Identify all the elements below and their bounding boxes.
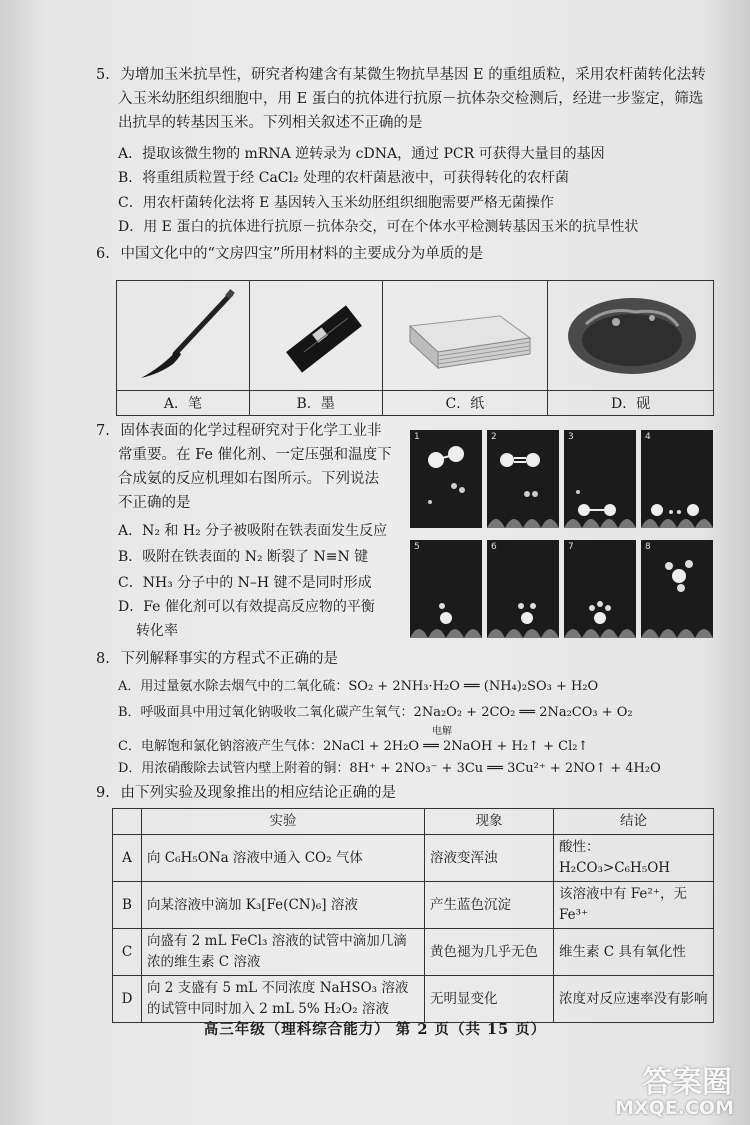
question-number: 6. [96, 246, 110, 262]
question-8 [96, 648, 726, 670]
label-d: D．砚 [548, 391, 714, 416]
question-5 [96, 64, 726, 86]
option-d: D．用 E 蛋白的抗体进行抗原－抗体杂交，可在个体水平检测转基因玉米的抗旱性状 [118, 219, 639, 235]
option-c: C．用农杆菌转化法将 E 基因转入玉米幼胚组织细胞需要严格无菌操作 [118, 195, 554, 211]
option-c: C．电解饱和氯化钠溶液产生气体：2NaCl + 2H₂O ══ 2NaOH + H₂↑ + Cl₂↑ [118, 739, 589, 754]
column-header: 结论 [554, 809, 714, 835]
question-9 [96, 782, 726, 804]
panel-3: 3 [564, 430, 636, 528]
question-number: 8. [96, 651, 110, 667]
question-5-line2: 入玉米幼胚组织细胞中，用 E 蛋白的抗体进行抗原－抗体杂交检测后，经进一步鉴定，筛选 [118, 91, 704, 107]
table-row: D 向 2 支盛有 5 mL 不同浓度 NaHSO₃ 溶液的试管中同时加入 2 mL 5% H₂O₂ 溶液 无明显变化 浓度对反应速率没有影响 [113, 976, 714, 1023]
column-header: 实验 [142, 809, 425, 835]
image-options-table [116, 280, 714, 416]
table-header [113, 809, 714, 835]
option-a: A．用过量氨水除去烟气中的二氧化硫：SO₂ + 2NH₃·H₂O ══ (NH₄)₂SO₃ + H₂O [118, 679, 599, 694]
label-a: A．笔 [117, 391, 250, 416]
molecule-icon [410, 430, 482, 528]
question-text: 下列解释事实的方程式不正确的是 [120, 651, 338, 667]
question-text: 由下列实验及现象推出的相应结论正确的是 [120, 785, 396, 801]
option-a: A．提取该微生物的 mRNA 逆转录为 cDNA，通过 PCR 可获得大量目的基因 [118, 146, 605, 162]
option-a: A．N₂ 和 H₂ 分子被吸附在铁表面发生反应 [118, 523, 388, 539]
panel-2: 2 [487, 430, 559, 528]
question-7-line4: 不正确的是 [118, 495, 191, 511]
option-b: B．吸附在铁表面的 N₂ 断裂了 N≡N 键 [118, 549, 369, 565]
table-row: A 向 C₆H₅ONa 溶液中通入 CO₂ 气体 溶液变浑浊 酸性：H₂CO₃>C₆H₅OH [113, 835, 714, 882]
label-c: C．纸 [382, 391, 548, 416]
question-text: 固体表面的化学过程研究对于化学工业非 [120, 423, 382, 439]
question-text: 为增加玉米抗旱性，研究者构建含有某微生物抗旱基因 E 的重组质粒，采用农杆菌转化法转 [120, 67, 706, 83]
question-text: 中国文化中的“文房四宝”所用材料的主要成分为单质的是 [120, 246, 484, 262]
panel-5: 5 [410, 540, 482, 638]
question-7-line2: 常重要。在 Fe 催化剂、一定压强和温度下 [118, 447, 392, 463]
option-c: C．NH₃ 分子中的 N–H 键不是同时形成 [118, 575, 372, 591]
option-d: D．Fe 催化剂可以有效提高反应物的平衡 [118, 599, 375, 615]
table-row: C 向盛有 2 mL FeCl₃ 溶液的试管中滴加几滴浓的维生素 C 溶液 黄色褪为几乎无色 维生素 C 具有氧化性 [113, 929, 714, 976]
panel-7: 7 [564, 540, 636, 638]
question-number: 5. [96, 67, 110, 83]
question-6 [96, 243, 726, 265]
option-b: B．呼吸面具中用过氧化钠吸收二氧化碳产生氧气：2Na₂O₂ + 2CO₂ ══ 2Na₂CO₃ + O₂ [118, 705, 633, 720]
inkstone-image [548, 281, 714, 391]
brush-image [117, 281, 250, 391]
question-number: 9. [96, 785, 110, 801]
option-d-continued: 转化率 [136, 623, 178, 639]
reaction-mechanism-figure [410, 430, 714, 638]
column-header: 现象 [425, 809, 554, 835]
panel-1: 1 [410, 430, 482, 528]
ink-stick-image [249, 281, 382, 391]
inkstone-icon [556, 286, 706, 386]
label-b: B．墨 [249, 391, 382, 416]
panel-8: 8 [641, 540, 713, 638]
option-d: D．用浓硝酸除去试管内壁上附着的铜：8H⁺ + 2NO₃⁻ + 3Cu ══ 3Cu²⁺ + 2NO↑ + 4H₂O [118, 761, 661, 776]
page-footer: 高三年级（理科综合能力） 第 2 页（共 15 页） [203, 1021, 547, 1038]
question-7 [96, 420, 406, 442]
question-number: 7. [96, 423, 110, 439]
question-5-line3: 出抗旱的转基因玉米。下列相关叙述不正确的是 [118, 115, 423, 131]
experiment-table [112, 808, 714, 1023]
question-7-line3: 合成氨的反应机理如右图所示。下列说法 [118, 471, 379, 487]
paper-stack-icon [390, 286, 540, 386]
paper-image [382, 281, 548, 391]
option-b: B．将重组质粒置于经 CaCl₂ 处理的农杆菌悬液中，可获得转化的农杆菌 [118, 170, 570, 186]
ink-stick-icon [256, 286, 376, 386]
table-row: B 向某溶液中滴加 K₃[Fe(CN)₆] 溶液 产生蓝色沉淀 该溶液中有 Fe²⁺，无 Fe³⁺ [113, 882, 714, 929]
electrolysis-label: 电解 [432, 726, 452, 737]
watermark-logo: 答案圈 MXQE.COM [615, 1065, 734, 1119]
panel-4: 4 [641, 430, 713, 528]
panel-6: 6 [487, 540, 559, 638]
brush-icon [123, 286, 243, 386]
